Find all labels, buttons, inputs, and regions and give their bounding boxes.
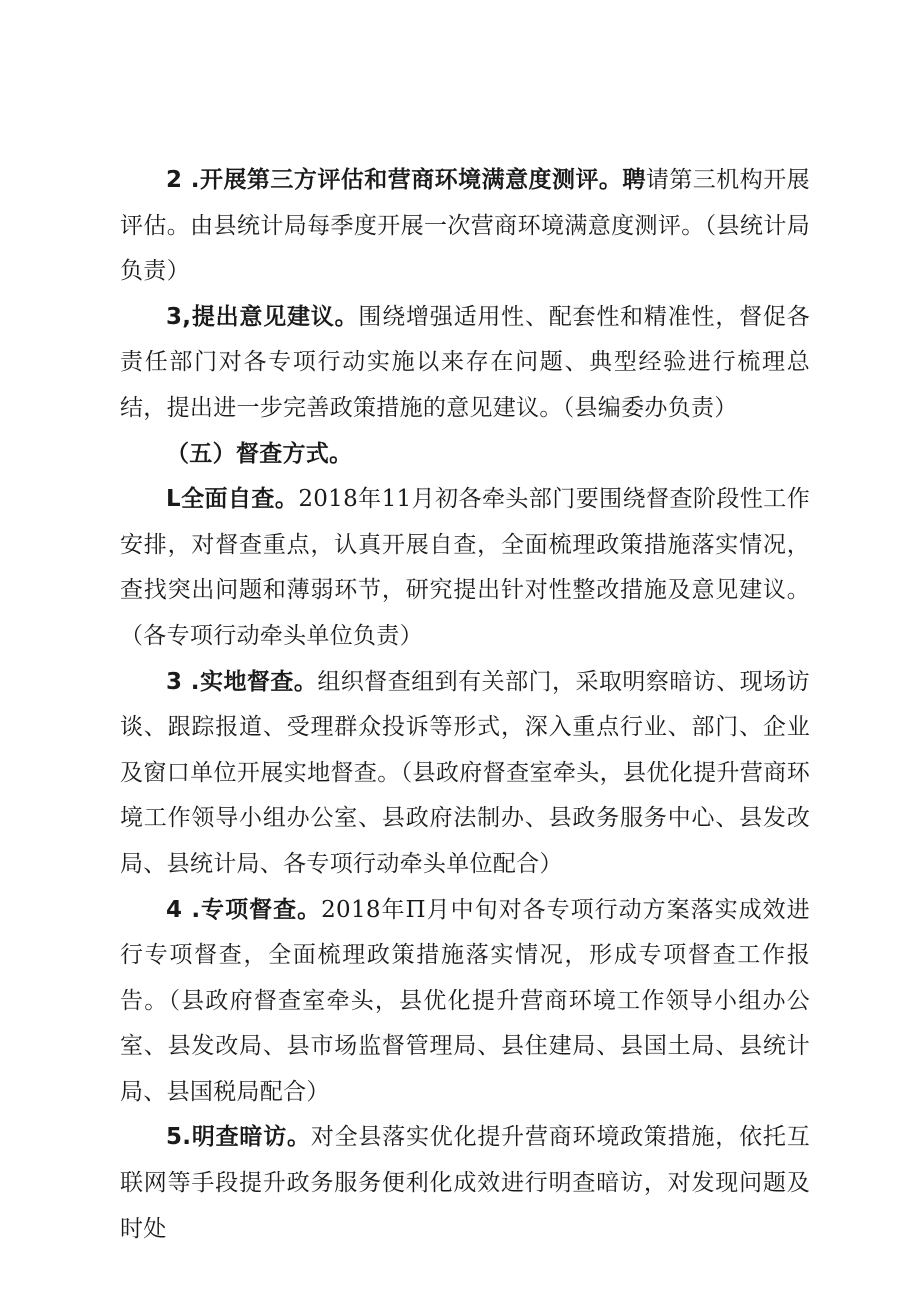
paragraph-third-party-evaluation [120, 158, 810, 295]
paragraph-lead: 3,提出意见建议。 [166, 303, 359, 330]
paragraph-open-and-secret-visits [120, 1115, 810, 1252]
paragraph-suggestions [120, 295, 810, 432]
document-body [120, 158, 810, 1252]
paragraph-text: 围绕增强适用性、配套性和精准性，督促各责任部门对各专项行动实施以来存在问题、典型经验进行梳理总结，提出进一步完善政策措施的意见建议。（县编委办负责） [120, 303, 810, 421]
paragraph-onsite-inspection [120, 660, 810, 888]
paragraph-text: 2018年Π月中旬对各专项行动方案落实成效进行专项督查，全面梳理政策措施落实情况，形成专项督查工作报告。（县政府督查室牵头，县优化提升营商环境工作领导小组办公室、县发改局、县市场监督管理局、县住建局、县国土局、县统计局、县国税局配合） [120, 896, 810, 1105]
paragraph-lead: 5.明查暗访。 [166, 1124, 311, 1151]
paragraph-text: 组织督查组到有关部门，采取明察暗访、现场访谈、跟踪报道、受理群众投诉等形式，深入重点行业、部门、企业及窗口单位开展实地督查。（县政府督查室牵头，县优化提升营商环境工作领导小组办公室、县政府法制办、县政务服务中心、县发改局、县统计局、各专项行动牵头单位配合） [120, 668, 810, 877]
paragraph-lead: 4 .专项督查。 [166, 896, 322, 923]
paragraph-text: 请第三机构开展评估。由县统计局每季度开展一次营商环境满意度测评。（县统计局负责） [120, 167, 810, 285]
paragraph-text: 对全县落实优化提升营商环境政策措施，依托互联网等手段提升政务服务便利化成效进行明查暗访，对发现问题及时处 [120, 1124, 810, 1242]
paragraph-lead: 3 .实地督查。 [166, 668, 318, 695]
section-heading-inspection-methods [120, 432, 810, 478]
paragraph-self-inspection [120, 477, 810, 659]
paragraph-special-inspection [120, 888, 810, 1116]
paragraph-lead: 2 .开展第三方评估和营商环境满意度测评。聘 [166, 167, 646, 193]
paragraph-text: 2018年11月初各牵头部门要围绕督查阶段性工作安排，对督查重点，认真开展自查，全面梳理政策措施落实情况，查找突出问题和薄弱环节，研究提出针对性整改措施及意见建议。（各专项行动牵头单位负责） [120, 486, 810, 649]
paragraph-lead: L全面自查。 [166, 486, 299, 513]
section-heading-text: （五）督查方式。 [166, 440, 353, 467]
